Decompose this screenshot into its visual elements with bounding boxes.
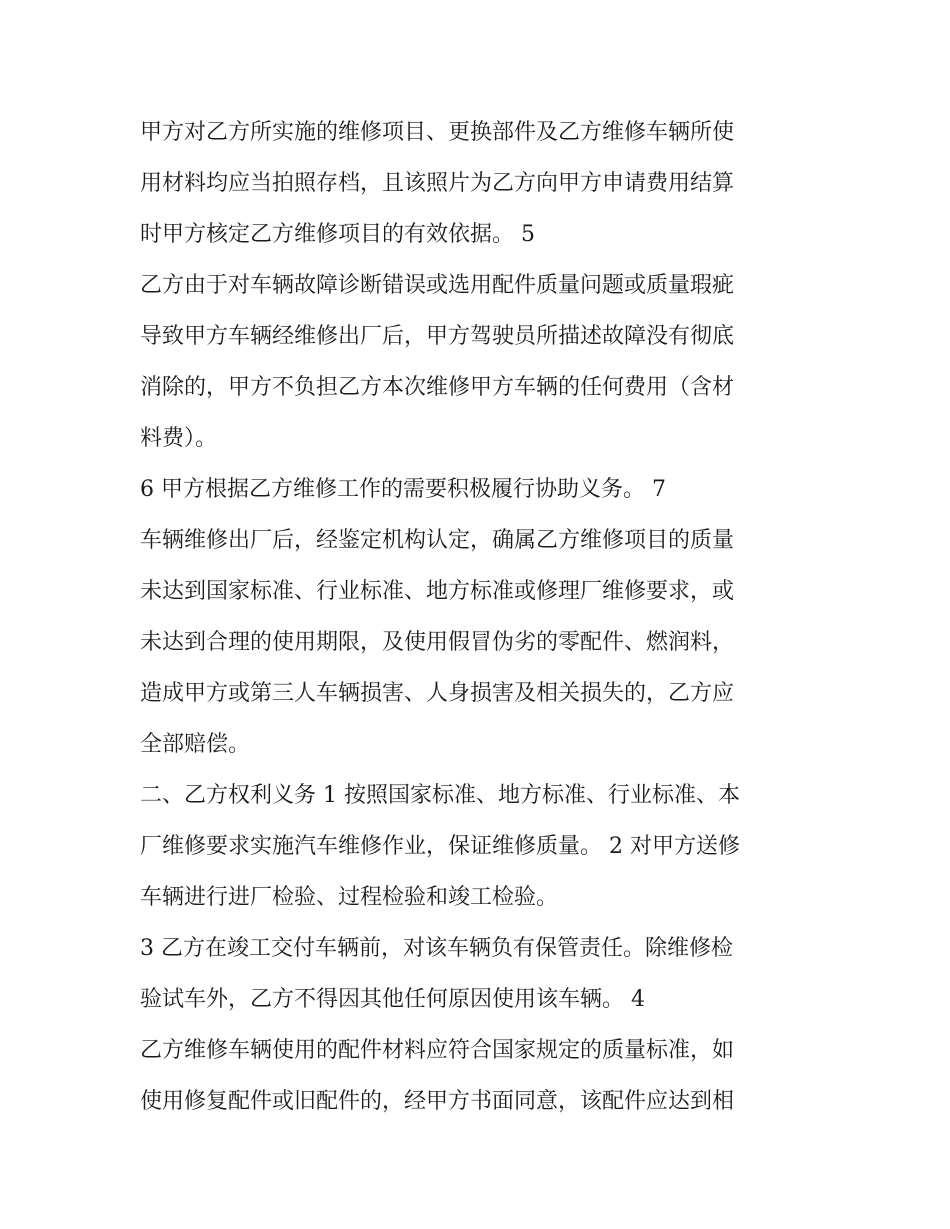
text-line: 甲方对乙方所实施的维修项目、更换部件及乙方维修车辆所使	[140, 120, 735, 145]
text-line: 6 甲方根据乙方维修工作的需要积极履行协助义务。 7	[140, 477, 666, 502]
text-line: 导致甲方车辆经维修出厂后，甲方驾驶员所描述故障没有彻底	[140, 324, 735, 349]
text-line: 全部赔偿。	[140, 732, 251, 757]
paragraph-1	[140, 107, 820, 260]
text-line: 未达到合理的使用期限，及使用假冒伪劣的零配件、燃润料，	[140, 630, 735, 655]
text-line: 车辆进行进厂检验、过程检验和竣工检验。	[140, 885, 559, 910]
paragraph-2	[140, 260, 820, 464]
text-line: 厂维修要求实施汽车维修作业，保证维修质量。 2 对甲方送修	[140, 834, 740, 859]
text-line: 时甲方核定乙方维修项目的有效依据。 5	[140, 222, 535, 247]
text-line: 用材料均应当拍照存档，且该照片为乙方向甲方申请费用结算	[140, 171, 735, 196]
text-line: 验试车外，乙方不得因其他任何原因使用该车辆。 4	[140, 987, 645, 1012]
text-line: 乙方由于对车辆故障诊断错误或选用配件质量问题或质量瑕疵	[140, 273, 735, 298]
text-line: 造成甲方或第三人车辆损害、人身损害及相关损失的，乙方应	[140, 681, 735, 706]
text-line: 乙方维修车辆使用的配件材料应符合国家规定的质量标准，如	[140, 1038, 735, 1063]
text-line: 3 乙方在竣工交付车辆前，对该车辆负有保管责任。除维修检	[140, 936, 733, 961]
paragraph-5	[140, 770, 820, 923]
document-body	[140, 107, 820, 1127]
text-line: 料费）。	[140, 426, 218, 451]
text-line: 使用修复配件或旧配件的，经甲方书面同意，该配件应达到相	[140, 1089, 735, 1114]
paragraph-3	[140, 464, 820, 515]
text-line: 车辆维修出厂后，经鉴定机构认定，确属乙方维修项目的质量	[140, 528, 735, 553]
paragraph-4	[140, 515, 820, 770]
paragraph-7	[140, 1025, 820, 1127]
text-line: 二、乙方权利义务 1 按照国家标准、地方标准、行业标准、本	[140, 783, 740, 808]
paragraph-6	[140, 923, 820, 1025]
text-line: 消除的，甲方不负担乙方本次维修甲方车辆的任何费用（含材	[140, 375, 735, 400]
text-line: 未达到国家标准、行业标准、地方标准或修理厂维修要求，或	[140, 579, 735, 604]
